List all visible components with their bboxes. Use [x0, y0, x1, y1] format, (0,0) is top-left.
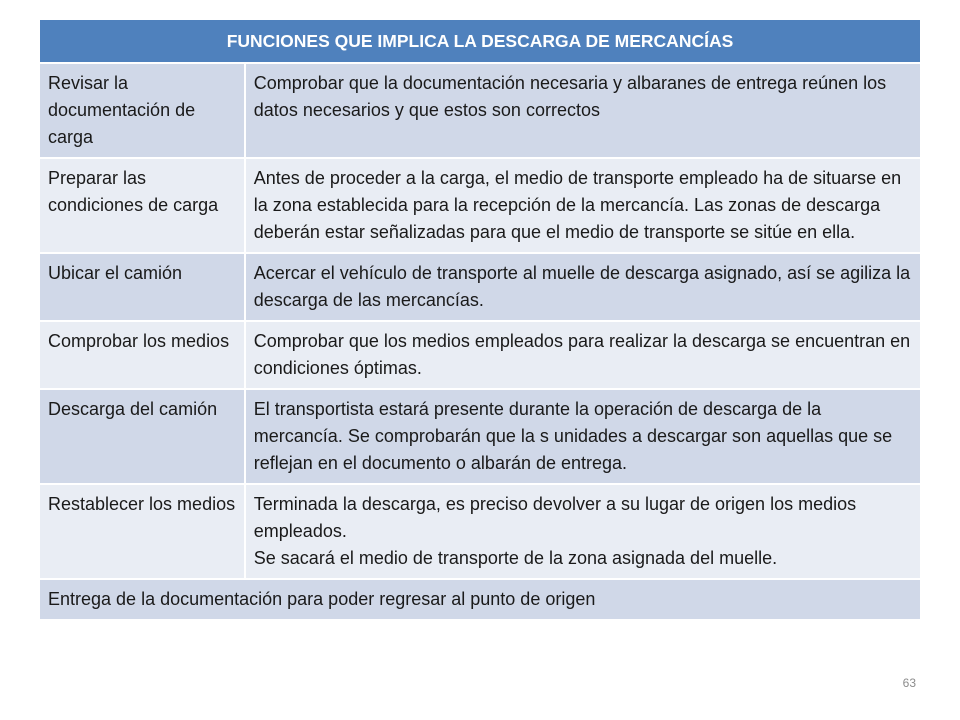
task-cell: Preparar las condiciones de carga: [39, 158, 245, 253]
description-text: Terminada la descarga, es preciso devolver a su lugar de origen los medios empleados.: [253, 494, 857, 541]
table-row: [39, 158, 921, 253]
description-cell: [245, 389, 921, 484]
table-body: [39, 63, 921, 620]
table-row: [39, 253, 921, 321]
page-number: 63: [902, 676, 916, 690]
table-row: [39, 63, 921, 158]
description-text: El transportista estará presente durante la operación de descarga de la mercancía. Se comprobarán que la s unidades a descargar son aquellas que se reflejan en el documento o albarán de entrega.: [253, 399, 893, 473]
table-footer-row: [39, 579, 921, 620]
description-cell: [245, 63, 921, 158]
description-cell: [245, 158, 921, 253]
description-text: Comprobar que la documentación necesaria y albaranes de entrega reúnen los datos necesarios y que estos son correctos: [253, 73, 887, 120]
table-header: FUNCIONES QUE IMPLICA LA DESCARGA DE MERCANCÍAS: [39, 19, 921, 63]
table-row: [39, 389, 921, 484]
description-text: Antes de proceder a la carga, el medio de transporte empleado ha de situarse en la zona establecida para la recepción de la mercancía. Las zonas de descarga deberán estar señalizadas para que el medio de transporte se sitúe en ella.: [253, 168, 902, 242]
task-cell: Descarga del camión: [39, 389, 245, 484]
functions-table: [38, 18, 922, 621]
description-cell: [245, 484, 921, 579]
table-footer: Entrega de la documentación para poder regresar al punto de origen: [39, 579, 921, 620]
table-header-row: [39, 19, 921, 63]
task-cell: Restablecer los medios: [39, 484, 245, 579]
task-cell: Revisar la documentación de carga: [39, 63, 245, 158]
description-cell: [245, 321, 921, 389]
table-row: [39, 321, 921, 389]
task-cell: Comprobar los medios: [39, 321, 245, 389]
description-text: Comprobar que los medios empleados para realizar la descarga se encuentran en condiciones óptimas.: [253, 331, 911, 378]
description-cell: [245, 253, 921, 321]
description-text: Acercar el vehículo de transporte al muelle de descarga asignado, así se agiliza la descarga de las mercancías.: [253, 263, 911, 310]
description-text: Se sacará el medio de transporte de la zona asignada del muelle.: [253, 548, 778, 568]
table-row: [39, 484, 921, 579]
task-cell: Ubicar el camión: [39, 253, 245, 321]
